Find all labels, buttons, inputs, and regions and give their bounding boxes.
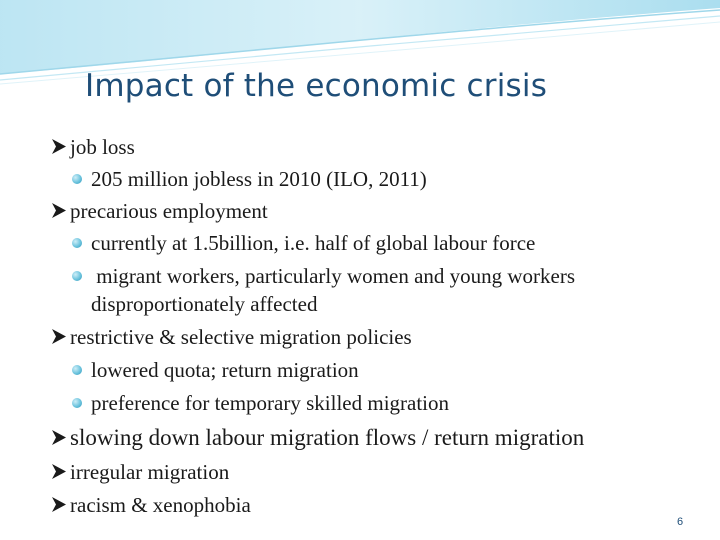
dot-bullet-icon	[72, 365, 82, 375]
slide-title: Impact of the economic crisis	[85, 68, 548, 104]
sub-bullet-text: migrant workers, particularly women and young workers	[91, 264, 576, 288]
sub-bullet-text: preference for temporary skilled migration	[91, 391, 450, 415]
bullet-text: slowing down labour migration flows / return migration	[70, 425, 585, 450]
arrow-bullet-icon	[52, 139, 66, 154]
bullet-text: restrictive & selective migration policies	[70, 325, 412, 349]
arrow-bullet-icon	[52, 497, 66, 512]
bullet-text: job loss	[70, 135, 135, 159]
dot-bullet-icon	[72, 398, 82, 408]
sub-bullet-text: currently at 1.5billion, i.e. half of global labour force	[91, 231, 536, 255]
dot-bullet-icon	[72, 238, 82, 248]
bullet-text: irregular migration	[70, 460, 230, 484]
arrow-bullet-icon	[52, 203, 66, 218]
dot-bullet-icon	[72, 174, 82, 184]
arrow-bullet-icon	[52, 329, 66, 344]
dot-bullet-icon	[72, 271, 82, 281]
arrow-bullet-icon	[52, 464, 66, 479]
bullet-text: racism & xenophobia	[70, 493, 251, 517]
arrow-bullet-icon	[52, 430, 66, 445]
sub-bullet-text: 205 million jobless in 2010 (ILO, 2011)	[91, 167, 427, 191]
page-number: 6	[677, 516, 684, 528]
sub-bullet-continuation: disproportionately affected	[91, 292, 318, 316]
bullet-text: precarious employment	[70, 199, 268, 223]
sub-bullet-text: lowered quota; return migration	[91, 358, 359, 382]
